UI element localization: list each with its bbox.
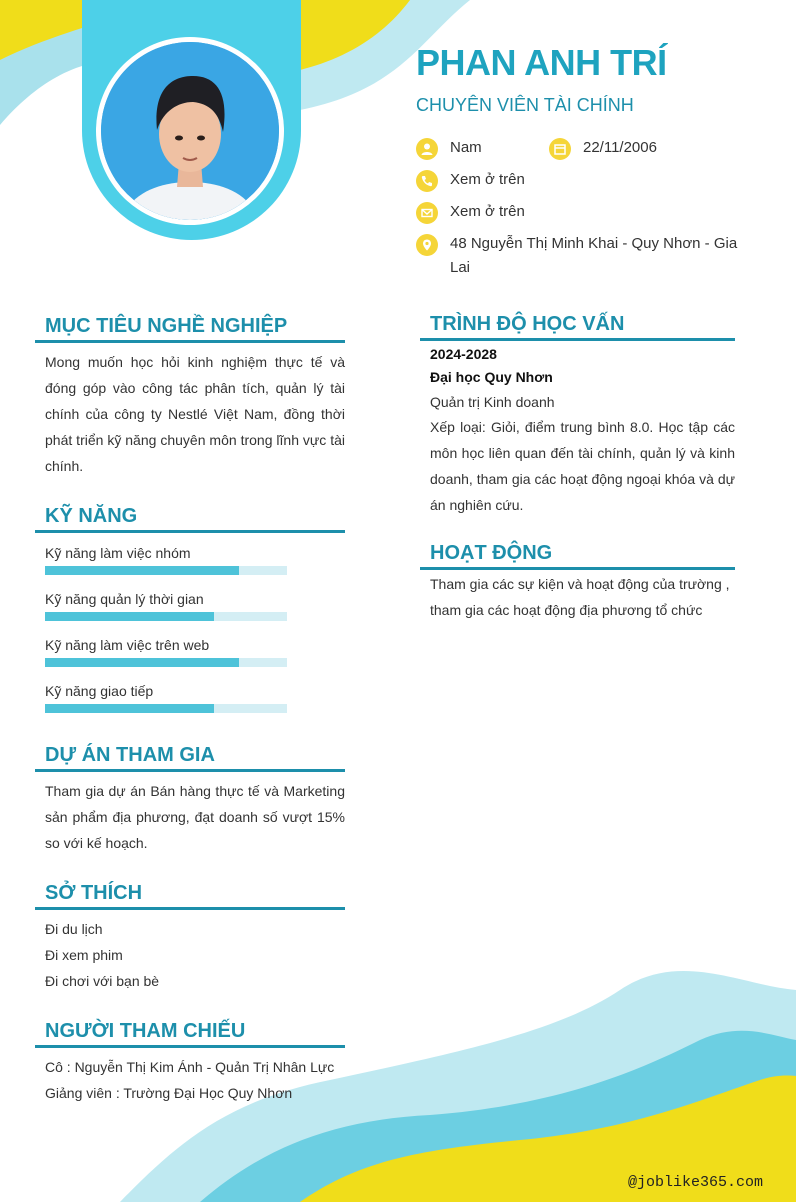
avatar [101,42,279,220]
projects-text: Tham gia dự án Bán hàng thực tế và Marketing sản phẩm địa phương, đạt doanh số vượt 15% so với kế hoạch. [45,783,345,851]
mail-icon [416,202,438,224]
skill-bar [45,612,287,621]
address-value: 48 Nguyễn Thị Minh Khai - Quy Nhơn - Gia Lai [450,235,738,276]
gender-value: Nam [450,139,482,156]
education-period: 2024-2028 [430,346,497,362]
birthday-row [549,138,657,160]
job-title: CHUYÊN VIÊN TÀI CHÍNH [416,95,634,115]
address-row [416,234,748,280]
location-icon [416,234,438,256]
hobby-item: Đi chơi với bạn bè [45,973,160,989]
skill-label: Kỹ năng làm việc nhóm [45,545,191,561]
reference-item: Cô : Nguyễn Thị Kim Ánh - Quản Trị Nhân Lực [45,1059,335,1075]
projects-divider [35,769,345,772]
skill-bar-fill [45,704,214,713]
skill-bar-fill [45,658,239,667]
email-row [416,202,525,224]
phone-row [416,170,525,192]
skill-label: Kỹ năng quản lý thời gian [45,591,204,607]
full-name: PHAN ANH TRÍ [416,42,667,83]
skill-bar [45,566,287,575]
projects-heading: DỰ ÁN THAM GIA [45,744,215,766]
skill-bar-fill [45,612,214,621]
education-detail: Xếp loại: Giỏi, điểm trung bình 8.0. Học tập các môn học liên quan đến tài chính, quản lý và kinh doanh, tham gia các hoạt động ngoại khóa và dự án nghiên cứu. [430,419,735,513]
references-divider [35,1045,345,1048]
references-heading: NGƯỜI THAM CHIẾU [45,1020,246,1042]
skill-label: Kỹ năng giao tiếp [45,683,154,699]
watermark: @joblike365.com [628,1174,764,1191]
avatar-portrait [101,42,279,220]
phone-value[interactable]: Xem ở trên [450,171,525,188]
skill-bar [45,704,287,713]
gender-row [416,138,482,160]
hobby-item: Đi xem phim [45,947,123,963]
objective-divider [35,340,345,343]
skills-heading: KỸ NĂNG [45,505,138,527]
skill-bar-fill [45,566,239,575]
activities-divider [420,567,735,570]
calendar-icon [549,138,571,160]
birthday-value: 22/11/2006 [583,139,657,156]
skill-label: Kỹ năng làm việc trên web [45,637,210,653]
education-major: Quản trị Kinh doanh [430,394,555,410]
objective-heading: MỤC TIÊU NGHỀ NGHIỆP [45,315,288,337]
phone-icon [416,170,438,192]
hobbies-divider [35,907,345,910]
hobby-item: Đi du lịch [45,921,103,937]
activities-text: Tham gia các sự kiện và hoạt động của trường , tham gia các hoạt động địa phương tổ chức [430,576,730,618]
education-school: Đại học Quy Nhơn [430,369,553,385]
education-heading: TRÌNH ĐỘ HỌC VẤN [430,313,625,335]
activities-heading: HOẠT ĐỘNG [430,542,553,564]
education-divider [420,338,735,341]
skill-bar [45,658,287,667]
email-value[interactable]: Xem ở trên [450,203,525,220]
user-icon [416,138,438,160]
reference-item: Giảng viên : Trường Đại Học Quy Nhơn [45,1085,293,1101]
objective-text: Mong muốn học hỏi kinh nghiệm thực tế và đóng góp vào công tác phân tích, quản lý tài chính của công ty Nestlé Việt Nam, đồng thời phát triển kỹ năng chuyên môn trong lĩnh vực tài chính. [45,354,345,474]
hobbies-heading: SỞ THÍCH [45,882,143,904]
skills-divider [35,530,345,533]
